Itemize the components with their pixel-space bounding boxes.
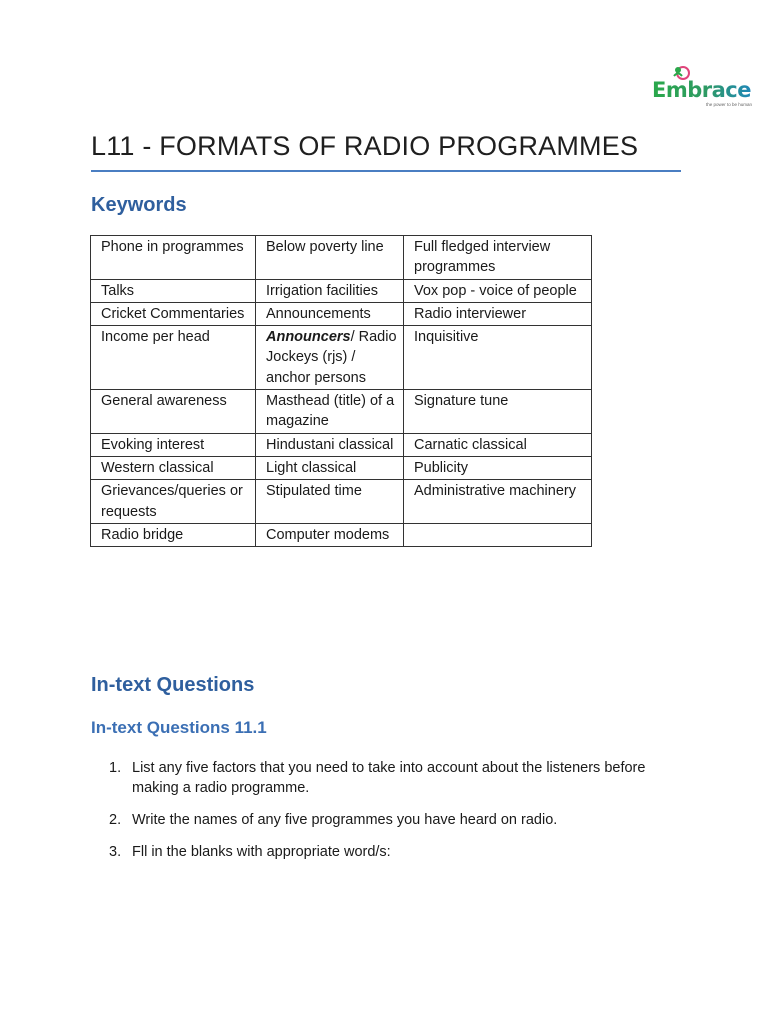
table-cell: Radio bridge xyxy=(91,523,256,546)
embrace-logo xyxy=(652,66,756,110)
table-cell: Western classical xyxy=(91,456,256,479)
table-cell: Announcements xyxy=(256,302,404,325)
title-underline xyxy=(91,170,681,172)
table-cell: Computer modems xyxy=(256,523,404,546)
question-text: Write the names of any five programmes you have heard on radio. xyxy=(132,812,558,828)
table-row xyxy=(91,433,592,456)
keywords-table xyxy=(90,235,592,547)
table-cell xyxy=(404,523,592,546)
table-row xyxy=(91,326,592,390)
list-item xyxy=(91,810,681,830)
table-cell: Administrative machinery xyxy=(404,480,592,524)
table-cell: Light classical xyxy=(256,456,404,479)
table-row xyxy=(91,456,592,479)
table-row xyxy=(91,480,592,524)
logo-wordmark: Embrace xyxy=(652,78,751,102)
table-cell: Signature tune xyxy=(404,390,592,434)
list-item xyxy=(91,758,681,798)
logo-tagline: the power to be human xyxy=(706,102,753,107)
table-cell: Irrigation facilities xyxy=(256,279,404,302)
table-cell xyxy=(256,326,404,390)
table-row xyxy=(91,390,592,434)
table-cell: Evoking interest xyxy=(91,433,256,456)
page-title: L11 - FORMATS OF RADIO PROGRAMMES xyxy=(91,131,639,161)
question-text: Fll in the blanks with appropriate word/s: xyxy=(132,844,391,860)
table-cell: Stipulated time xyxy=(256,480,404,524)
table-cell: Grievances/queries or requests xyxy=(91,480,256,524)
table-cell: Vox pop - voice of people xyxy=(404,279,592,302)
table-cell: Full fledged interview programmes xyxy=(404,236,592,280)
cell-text: / Radio Jockeys (rjs) / anchor persons xyxy=(266,329,397,386)
keywords-heading: Keywords xyxy=(91,194,187,216)
question-number: 3. xyxy=(109,844,122,860)
table-row xyxy=(91,236,592,280)
table-row xyxy=(91,523,592,546)
table-cell: Phone in programmes xyxy=(91,236,256,280)
table-cell: Radio interviewer xyxy=(404,302,592,325)
table-cell: General awareness xyxy=(91,390,256,434)
table-cell: Income per head xyxy=(91,326,256,390)
question-text: List any five factors that you need to take into account about the listeners before making a radio programme. xyxy=(132,760,646,796)
list-item xyxy=(91,842,681,862)
table-cell: Carnatic classical xyxy=(404,433,592,456)
table-cell: Talks xyxy=(91,279,256,302)
table-cell: Hindustani classical xyxy=(256,433,404,456)
question-list xyxy=(91,758,681,874)
question-number: 1. xyxy=(109,760,122,776)
table-row xyxy=(91,302,592,325)
table-cell: Inquisitive xyxy=(404,326,592,390)
table-cell: Below poverty line xyxy=(256,236,404,280)
intext-subheading: In-text Questions 11.1 xyxy=(91,718,267,737)
emphasis-text: Announcers xyxy=(266,329,351,346)
question-number: 2. xyxy=(109,812,122,828)
table-row xyxy=(91,279,592,302)
table-cell: Masthead (title) of a magazine xyxy=(256,390,404,434)
intext-heading: In-text Questions xyxy=(91,674,255,696)
table-cell: Cricket Commentaries xyxy=(91,302,256,325)
table-cell: Publicity xyxy=(404,456,592,479)
